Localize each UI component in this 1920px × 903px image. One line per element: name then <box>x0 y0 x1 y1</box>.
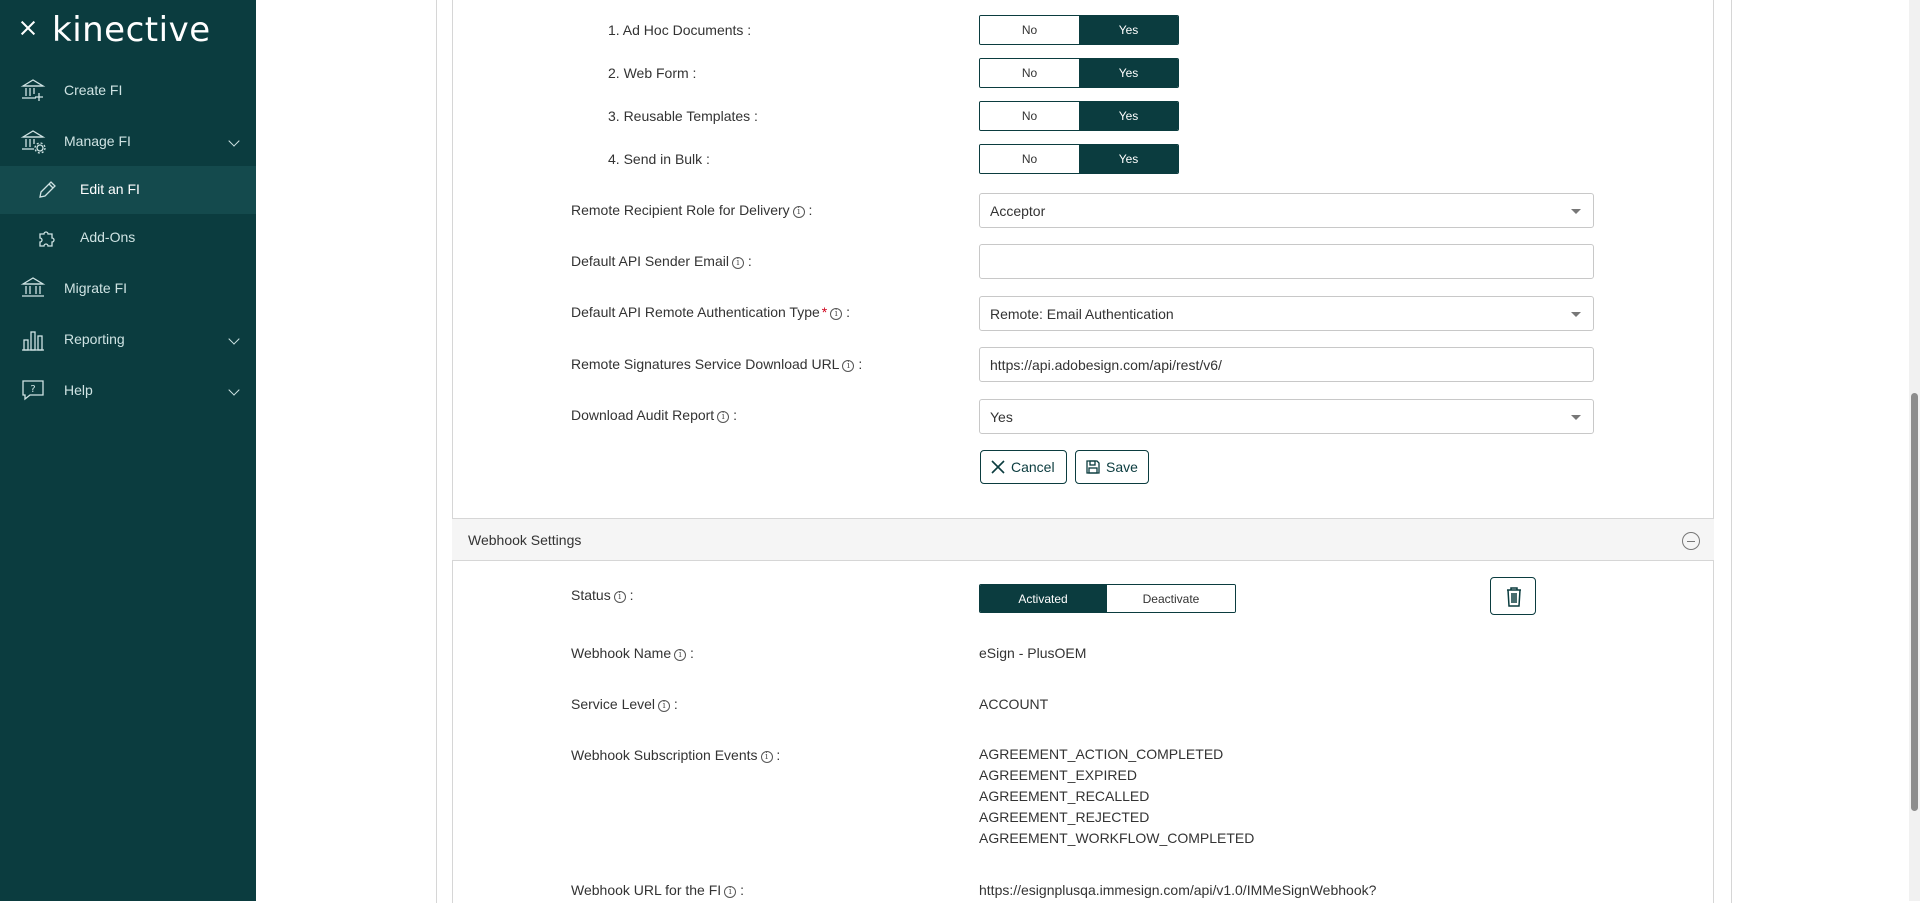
bank-icon <box>20 275 46 301</box>
sidebar-item-reporting[interactable] <box>0 314 256 364</box>
save-label: Save <box>1106 459 1138 475</box>
auth-type-select[interactable] <box>979 296 1594 331</box>
webhook-name-value: eSign - PlusOEM <box>979 645 1087 661</box>
sidebar-header <box>0 0 256 63</box>
chevron-down-icon <box>1571 312 1581 317</box>
feature-label-send-in-bulk: 4. Send in Bulk : <box>608 151 710 167</box>
toggle-send-in-bulk[interactable] <box>979 144 1179 174</box>
sidebar-item-label: Create FI <box>64 82 123 98</box>
info-icon[interactable]: i <box>658 700 670 712</box>
api-sender-email-input[interactable] <box>979 244 1594 279</box>
toggle-no-option[interactable]: No <box>980 59 1079 87</box>
save-button[interactable] <box>1075 450 1149 484</box>
chevron-down-icon <box>228 135 239 146</box>
cancel-label: Cancel <box>1011 459 1055 475</box>
audit-report-select[interactable] <box>979 399 1594 434</box>
list-item: AGREEMENT_RECALLED <box>979 788 1150 804</box>
field-label-text: Download Audit Report <box>571 407 715 423</box>
sidebar-item-help[interactable] <box>0 365 256 415</box>
sidebar-item-edit-an-fi[interactable] <box>0 166 256 214</box>
puzzle-icon <box>36 227 58 249</box>
info-icon[interactable]: i <box>717 411 729 423</box>
sidebar-item-create-fi[interactable] <box>0 65 256 115</box>
subscription-events-list <box>979 744 1254 849</box>
sidebar-item-label: Reporting <box>64 331 125 347</box>
required-marker: * <box>821 304 828 320</box>
chevron-down-icon <box>228 333 239 344</box>
webhook-name-label: Webhook Name i : <box>571 645 694 661</box>
section-title: Webhook Settings <box>468 532 582 548</box>
service-level-value: ACCOUNT <box>979 696 1049 712</box>
sidebar-item-label: Add-Ons <box>80 229 136 245</box>
toggle-yes-option[interactable]: Yes <box>1079 59 1178 87</box>
scrollbar-thumb[interactable] <box>1911 393 1918 811</box>
info-icon[interactable]: i <box>842 360 854 372</box>
pencil-icon <box>36 179 58 201</box>
audit-report-label: Download Audit Report i : <box>571 407 737 423</box>
info-icon[interactable]: i <box>830 308 842 320</box>
field-label-text: Status <box>571 587 611 603</box>
field-label-text: Default API Remote Authentication Type <box>571 304 820 320</box>
sidebar-item-label: Help <box>64 382 93 398</box>
api-sender-email-label: Default API Sender Email i : <box>571 253 752 269</box>
close-icon <box>991 460 1005 474</box>
sidebar-item-label: Migrate FI <box>64 280 128 296</box>
download-url-label: Remote Signatures Service Download URL i : <box>571 356 863 372</box>
chevron-down-icon <box>1571 415 1581 420</box>
sidebar-item-label: Manage FI <box>64 133 131 149</box>
list-item: AGREEMENT_WORKFLOW_COMPLETED <box>979 830 1255 846</box>
bar-chart-icon <box>20 326 46 352</box>
toggle-yes-option[interactable]: Yes <box>1079 145 1178 173</box>
input-value: https://api.adobesign.com/api/rest/v6/ <box>990 357 1222 373</box>
select-value: Remote: Email Authentication <box>990 306 1174 322</box>
info-icon[interactable]: i <box>674 649 686 661</box>
list-item: AGREEMENT_ACTION_COMPLETED <box>979 746 1224 762</box>
remote-role-label: Remote Recipient Role for Delivery i : <box>571 202 813 218</box>
remote-role-select[interactable] <box>979 193 1594 228</box>
save-icon <box>1086 460 1100 474</box>
info-icon[interactable]: i <box>761 751 773 763</box>
toggle-no-option[interactable]: No <box>980 16 1079 44</box>
sidebar <box>0 0 256 901</box>
info-icon[interactable]: i <box>614 591 626 603</box>
toggle-web-form[interactable] <box>979 58 1179 88</box>
field-label-text: Remote Signatures Service Download URL <box>571 356 840 372</box>
collapse-icon[interactable] <box>1682 532 1700 550</box>
webhook-url-value: https://esignplusqa.immesign.com/api/v1.0/IMMeSignWebhook? <box>979 882 1377 898</box>
delete-webhook-button[interactable] <box>1490 577 1536 615</box>
info-icon[interactable]: i <box>793 206 805 218</box>
feature-label-ad-hoc: 1. Ad Hoc Documents : <box>608 22 752 38</box>
chevron-down-icon <box>1571 209 1581 214</box>
status-label: Status i : <box>571 587 634 603</box>
status-deactivate-option[interactable]: Deactivate <box>1106 585 1235 612</box>
select-value: Acceptor <box>990 203 1046 219</box>
sidebar-item-label: Edit an FI <box>80 181 140 197</box>
help-icon <box>20 377 46 403</box>
field-label-text: Default API Sender Email <box>571 253 729 269</box>
toggle-yes-option[interactable]: Yes <box>1079 102 1178 130</box>
subscription-events-label: Webhook Subscription Events i : <box>571 747 781 763</box>
webhook-url-label: Webhook URL for the FI i : <box>571 882 744 898</box>
toggle-no-option[interactable]: No <box>980 145 1079 173</box>
list-item: AGREEMENT_EXPIRED <box>979 767 1137 783</box>
auth-type-label: Default API Remote Authentication Type * i : <box>571 304 851 320</box>
info-icon[interactable]: i <box>724 886 736 898</box>
status-activated-option[interactable]: Activated <box>980 585 1106 612</box>
toggle-no-option[interactable]: No <box>980 102 1079 130</box>
bank-add-icon <box>20 77 46 103</box>
feature-label-web-form: 2. Web Form : <box>608 65 697 81</box>
service-level-label: Service Level i : <box>571 696 678 712</box>
field-label-text: Webhook URL for the FI <box>571 882 722 898</box>
info-icon[interactable]: i <box>732 257 744 269</box>
list-item: AGREEMENT_REJECTED <box>979 809 1150 825</box>
field-label-text: Webhook Subscription Events <box>571 747 758 763</box>
chevron-down-icon <box>228 384 239 395</box>
toggle-ad-hoc[interactable] <box>979 15 1179 45</box>
toggle-reusable-templates[interactable] <box>979 101 1179 131</box>
status-toggle[interactable] <box>979 584 1236 613</box>
trash-icon <box>1491 578 1537 616</box>
field-label-text: Service Level <box>571 696 656 712</box>
download-url-input[interactable] <box>979 347 1594 382</box>
webhook-settings-header[interactable] <box>452 518 1714 561</box>
field-label-text: Remote Recipient Role for Delivery <box>571 202 790 218</box>
cancel-button[interactable] <box>980 450 1067 484</box>
sidebar-item-add-ons[interactable] <box>0 214 256 262</box>
toggle-yes-option[interactable]: Yes <box>1079 16 1178 44</box>
bank-settings-icon <box>20 128 46 154</box>
brand-logo: kinective <box>52 10 211 50</box>
close-icon[interactable] <box>19 19 37 37</box>
field-label-text: Webhook Name <box>571 645 672 661</box>
feature-label-reusable-templates: 3. Reusable Templates : <box>608 108 758 124</box>
sidebar-item-migrate-fi[interactable] <box>0 263 256 313</box>
sidebar-item-manage-fi[interactable] <box>0 116 256 166</box>
select-value: Yes <box>990 409 1013 425</box>
svg-text:?: ? <box>30 384 36 395</box>
